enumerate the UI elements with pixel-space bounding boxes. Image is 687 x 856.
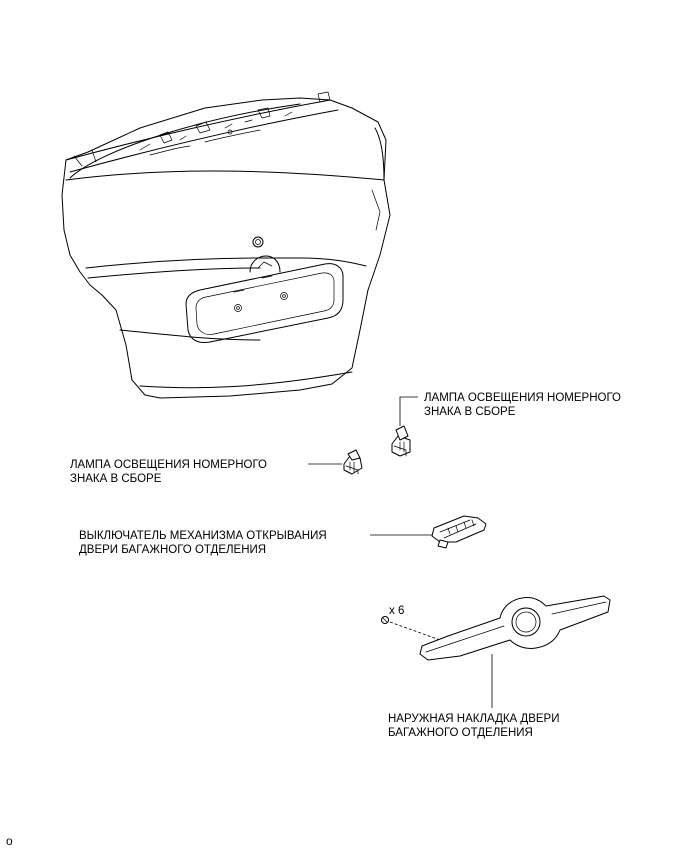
label-outside-garnish: НАРУЖНАЯ НАКЛАДКА ДВЕРИ БАГАЖНОГО ОТДЕЛЕНИЯ (388, 713, 560, 739)
leader-lamp-right (400, 397, 418, 426)
clip-dashed-line (390, 622, 440, 640)
label-lamp-right: ЛАМПА ОСВЕЩЕНИЯ НОМЕРНОГО ЗНАКА В СБОРЕ (424, 392, 621, 418)
label-opener-switch: ВЫКЛЮЧАТЕЛЬ МЕХАНИЗМА ОТКРЫВАНИЯ ДВЕРИ БАГАЖНОГО ОТДЕЛЕНИЯ (79, 530, 327, 556)
outside-garnish (420, 596, 610, 660)
footer-code: o (6, 834, 13, 848)
label-clip-count: x 6 (389, 605, 405, 617)
back-door-illustration (62, 92, 390, 398)
clip-part (382, 617, 389, 624)
opener-switch (432, 516, 486, 548)
label-lamp-left: ЛАМПА ОСВЕЩЕНИЯ НОМЕРНОГО ЗНАКА В СБОРЕ (70, 459, 267, 485)
license-lamp-left (344, 450, 362, 474)
license-lamp-right (392, 426, 410, 456)
